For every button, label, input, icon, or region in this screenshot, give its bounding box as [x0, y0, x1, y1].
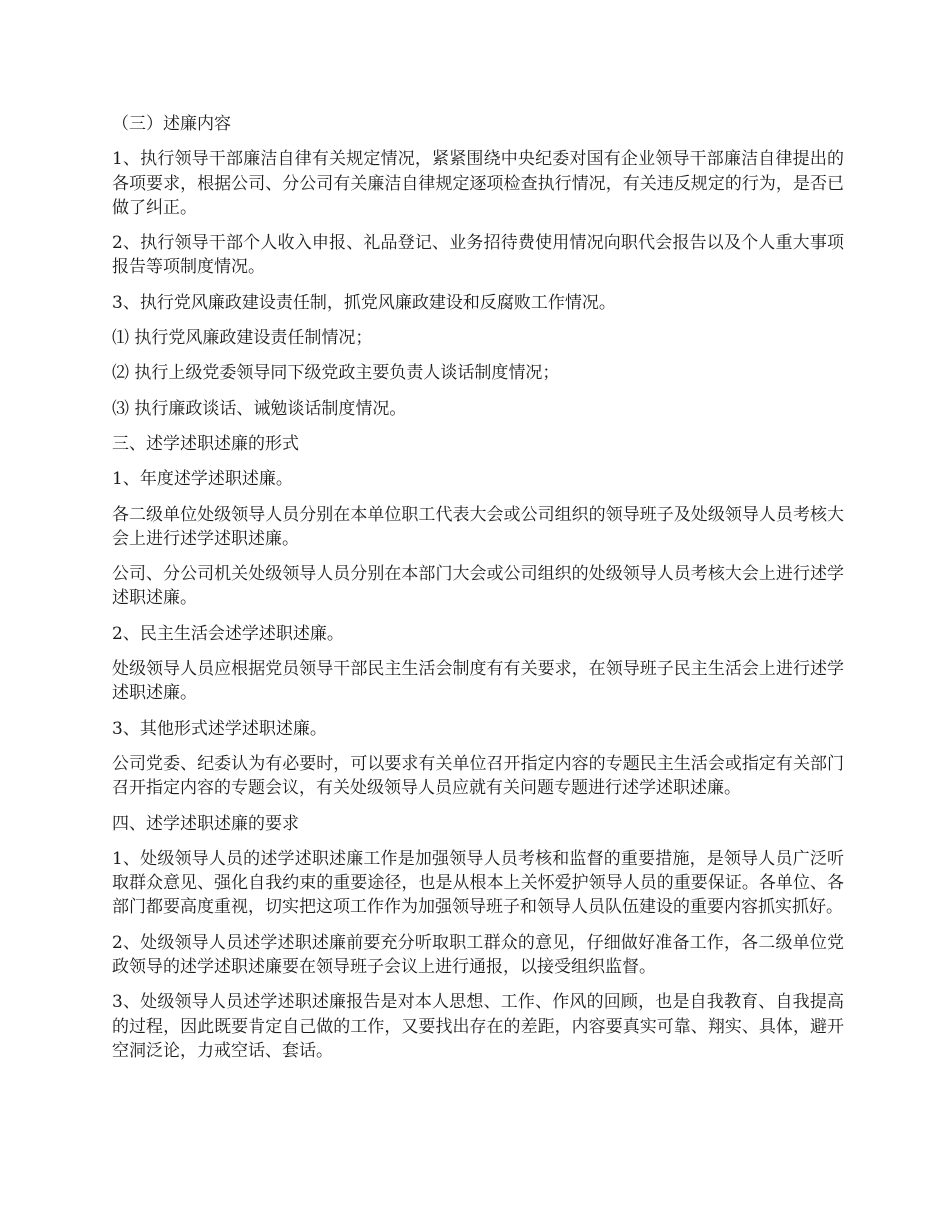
section-heading-forms: 三、述学述职述廉的形式 — [112, 433, 299, 454]
form-item-2: 2、民主生活会述学述职述廉。 — [112, 623, 344, 644]
paragraph-text: 公司党委、纪委认为有必要时，可以要求有关单位召开指定内容的专题民主生活会或指定有关部门召开指定内容的专题会议，有关处级领导人员应就有关问题专题进行述学述职述廉。 — [112, 753, 844, 799]
requirement-item-2: 2、处级领导人员述学述职述廉前要充分听取职工群众的意见，仔细做好准备工作，各二级单位党政领导的述学述职述廉要在领导班子会议上进行通报，以接受组织监督。 — [112, 932, 844, 978]
paragraph-item-2: 2、执行领导干部个人收入申报、礼品登记、业务招待费使用情况向职代会报告以及个人重大事项报告等项制度情况。 — [112, 233, 844, 278]
sub-item-3: ⑶ 执行廉政谈话、诫勉谈话制度情况。 — [112, 398, 407, 419]
sub-item-2: ⑵ 执行上级党委领导同下级党政主要负责人谈话制度情况； — [112, 363, 560, 384]
section-heading-requirements: 四、述学述职述廉的要求 — [112, 813, 299, 834]
sub-item-1: ⑴ 执行党风廉政建设责任制情况； — [112, 328, 373, 349]
paragraph-text: 各二级单位处级领导人员分别在本单位职工代表大会或公司组织的领导班子及处级领导人员考核大会上进行述学述职述廉。 — [112, 504, 844, 549]
form-item-3: 3、其他形式述学述职述廉。 — [112, 718, 327, 739]
paragraph-text: 处级领导人员应根据党员领导干部民主生活会制度有有关要求，在领导班子民主生活会上进行述学述职述廉。 — [112, 659, 844, 704]
section-heading-lian-content: （三）述廉内容 — [112, 114, 231, 134]
paragraph-item-3: 3、执行党风廉政建设责任制，抓党风廉政建设和反腐败工作情况。 — [112, 292, 616, 313]
requirement-item-1: 1、处级领导人员的述学述职述廉工作是加强领导人员考核和监督的重要措施，是领导人员广泛听取群众意见、强化自我约束的重要途径，也是从根本上关怀爱护领导人员的重要保证。各单位、各部门都要高度重视，切实把这项工作作为加强领导班子和领导人员队伍建设的重要内容抓实抓好。 — [112, 848, 844, 918]
requirement-item-3: 3、处级领导人员述学述职述廉报告是对本人思想、工作、作风的回顾，也是自我教育、自我提高的过程，因此既要肯定自己做的工作，又要找出存在的差距，内容要真实可靠、翔实、具体，避开空洞泛论，力戒空话、套话。 — [112, 992, 844, 1061]
paragraph-text: 公司、分公司机关处级领导人员分别在本部门大会或公司组织的处级领导人员考核大会上进行述学述职述廉。 — [112, 564, 844, 609]
paragraph-item-1: 1、执行领导干部廉洁自律有关规定情况，紧紧围绕中央纪委对国有企业领导干部廉洁自律提出的各项要求，根据公司、分公司有关廉洁自律规定逐项检查执行情况，有关违反规定的行为，是否已做了纠正。 — [112, 149, 844, 218]
document-body — [112, 112, 844, 1074]
form-item-1: 1、年度述学述职述廉。 — [112, 469, 293, 490]
